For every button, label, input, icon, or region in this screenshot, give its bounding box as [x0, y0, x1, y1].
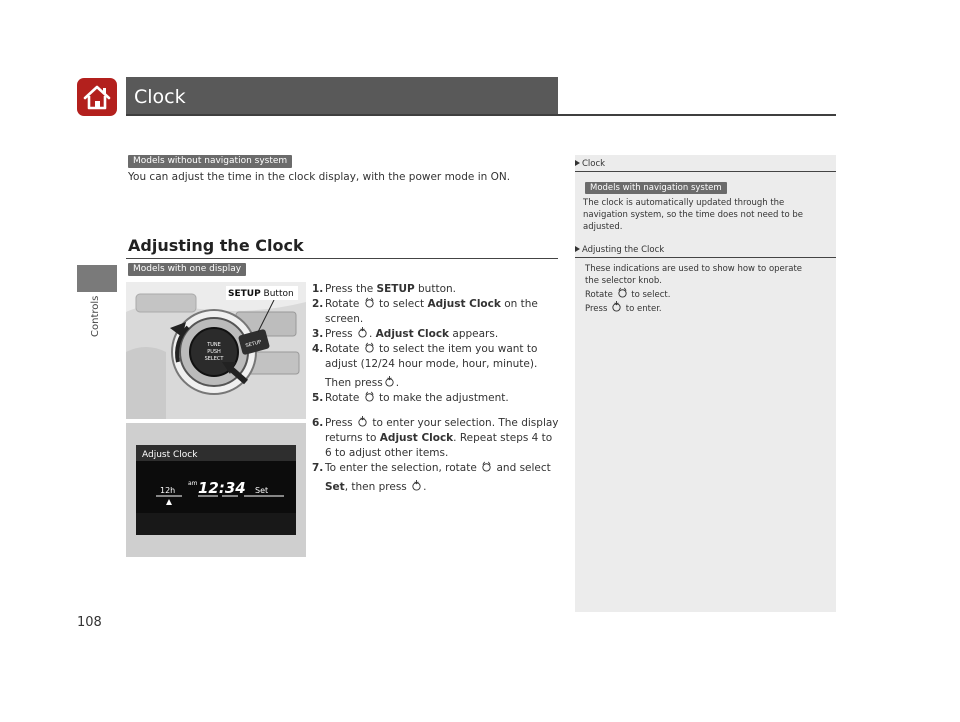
step-item: 4. Rotate to select the item you want to adjust (12/24 hour mode, hour, minute). Then press.: [312, 343, 538, 389]
press-icon: [357, 416, 368, 427]
section-rule: [126, 258, 558, 259]
svg-text:SETUP Button: [228, 289, 294, 299]
press-icon: [611, 301, 622, 312]
rotate-icon: [617, 287, 628, 298]
intro-text: You can adjust the time in the clock display, with the power mode in ON.: [128, 171, 511, 183]
step-item: 1. Press the SETUP button.: [312, 283, 456, 295]
note-adjusting-head: Adjusting the Clock: [582, 245, 665, 255]
setup-callout-text: Button: [260, 289, 294, 299]
rotate-icon: [481, 461, 492, 472]
knob-illustration: [126, 282, 306, 419]
rotate-icon: [364, 342, 375, 353]
steps-list: [312, 282, 560, 495]
note-adjusting-text: These indications are used to show how to operate the selector knob.: [585, 264, 803, 286]
home-icon: [77, 78, 117, 116]
screen-time: 12:34: [198, 479, 246, 497]
side-tab: [77, 265, 117, 292]
press-icon: [357, 327, 368, 338]
header-bar: [126, 77, 558, 114]
page-number: 108: [77, 615, 102, 630]
badge-without-nav: Models without navigation system: [128, 155, 292, 168]
knob-label-line: TUNE: [207, 342, 221, 348]
press-icon: [411, 480, 422, 491]
home-button[interactable]: [77, 78, 117, 116]
rotate-icon: [364, 297, 375, 308]
note-arrow-icon: [575, 160, 580, 166]
step-item: 7. To enter the selection, rotate and select Set, then press .: [312, 462, 551, 493]
setup-key-label: SETUP: [245, 339, 263, 350]
note-arrow-icon: [575, 246, 580, 252]
note-clock-text: The clock is automatically updated through the navigation system, so the time does not need to be adjusted.: [583, 198, 803, 232]
note-adjusting: Adjusting the Clock These indications are used to show how to operate the selector knob. Rotate to select. Press to enter.: [575, 245, 836, 315]
press-icon: [384, 376, 395, 387]
step-item: 3. Press . Adjust Clock appears.: [312, 328, 499, 340]
knob-label-line: SELECT: [204, 356, 224, 362]
sidebar-notes: [575, 155, 836, 612]
screen-12h: 12h: [160, 486, 176, 495]
screen-set: Set: [255, 486, 269, 495]
note-clock: [575, 159, 836, 233]
step-item: 6. Press to enter your selection. The display returns to Adjust Clock. Repeat steps 4 to 6 to adjust other items.: [312, 417, 559, 459]
section-title: Adjusting the Clock: [128, 236, 304, 255]
page-title: Clock: [134, 86, 186, 108]
note-clock-head: Clock: [582, 159, 606, 169]
adjust-clock-screen-illustration: [126, 423, 306, 557]
screen-header: Adjust Clock: [142, 450, 198, 460]
step-item: 5. Rotate to make the adjustment.: [312, 392, 509, 404]
screen-am: am: [188, 480, 198, 487]
side-section-label: Controls: [90, 295, 101, 337]
setup-callout-bold: SETUP: [228, 289, 261, 299]
knob-label-line: PUSH: [207, 349, 221, 355]
badge-one-display: Models with one display: [128, 263, 246, 276]
step-item: 2. Rotate to select Adjust Clock on the screen.: [312, 298, 538, 325]
header-rule: [126, 114, 836, 116]
rotate-icon: [364, 391, 375, 402]
badge-with-nav: Models with navigation system: [585, 182, 727, 194]
